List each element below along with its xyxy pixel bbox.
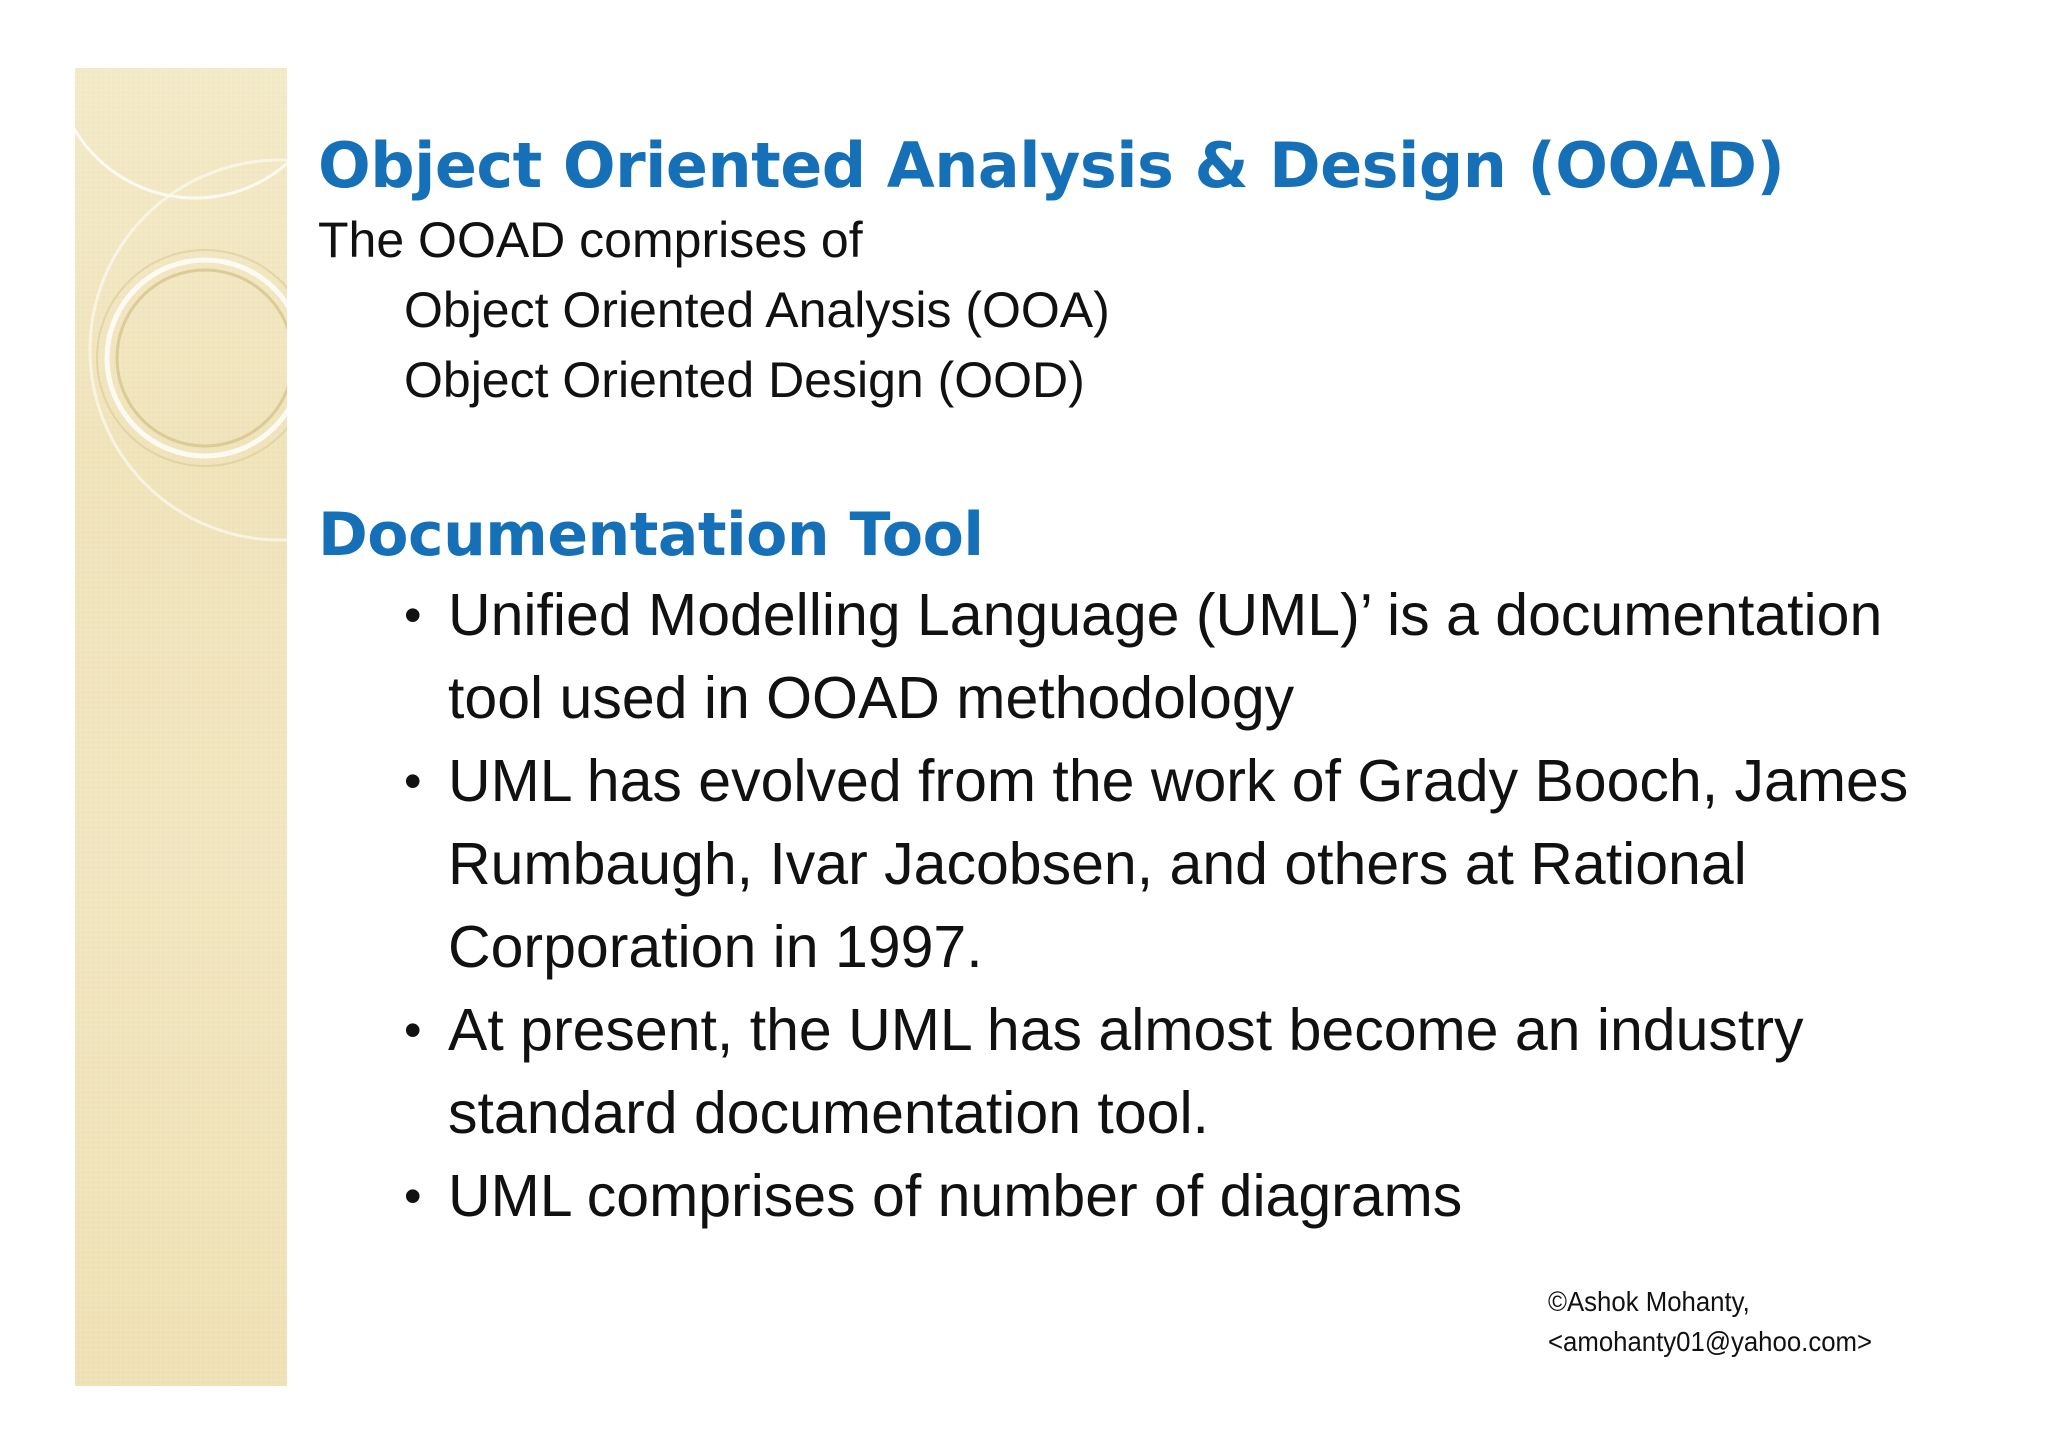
bullet-item	[404, 574, 1928, 740]
section-title: Documentation Tool	[318, 500, 984, 571]
bullet-list	[318, 574, 1998, 1238]
bullet-icon: •	[404, 1002, 422, 1059]
bullet-text: UML has evolved from the work of Grady Booch, James Rumbaugh, Ivar Jacobsen, and others at Rational Corporation in 1997.	[448, 748, 1909, 981]
decorative-side-band	[75, 68, 287, 1386]
bullet-text: UML comprises of number of diagrams	[448, 1163, 1463, 1230]
footer-author: ©Ashok Mohanty,	[1548, 1286, 1750, 1317]
ooad-components-list	[318, 275, 1998, 415]
intro-text: The OOAD comprises of	[318, 212, 863, 269]
list-item: Object Oriented Design (OOD)	[404, 352, 1085, 409]
copyright-footer	[1548, 1282, 1872, 1362]
bullet-item	[404, 740, 1928, 989]
bullet-icon: •	[404, 753, 422, 810]
bullet-item	[404, 989, 1928, 1155]
bullet-item	[404, 1155, 1928, 1238]
list-item: Object Oriented Analysis (OOA)	[404, 282, 1110, 339]
bullet-icon: •	[404, 587, 422, 644]
bullet-text: At present, the UML has almost become an industry standard documentation tool.	[448, 997, 1804, 1147]
bullet-icon: •	[404, 1168, 422, 1225]
decorative-circles-graphic	[75, 68, 287, 1386]
slide-content	[318, 130, 1998, 1238]
bullet-text: Unified Modelling Language (UML)’ is a documentation tool used in OOAD methodology	[448, 582, 1883, 732]
slide-title: Object Oriented Analysis & Design (OOAD)	[318, 129, 1785, 202]
footer-email: <amohanty01@yahoo.com>	[1548, 1326, 1873, 1357]
